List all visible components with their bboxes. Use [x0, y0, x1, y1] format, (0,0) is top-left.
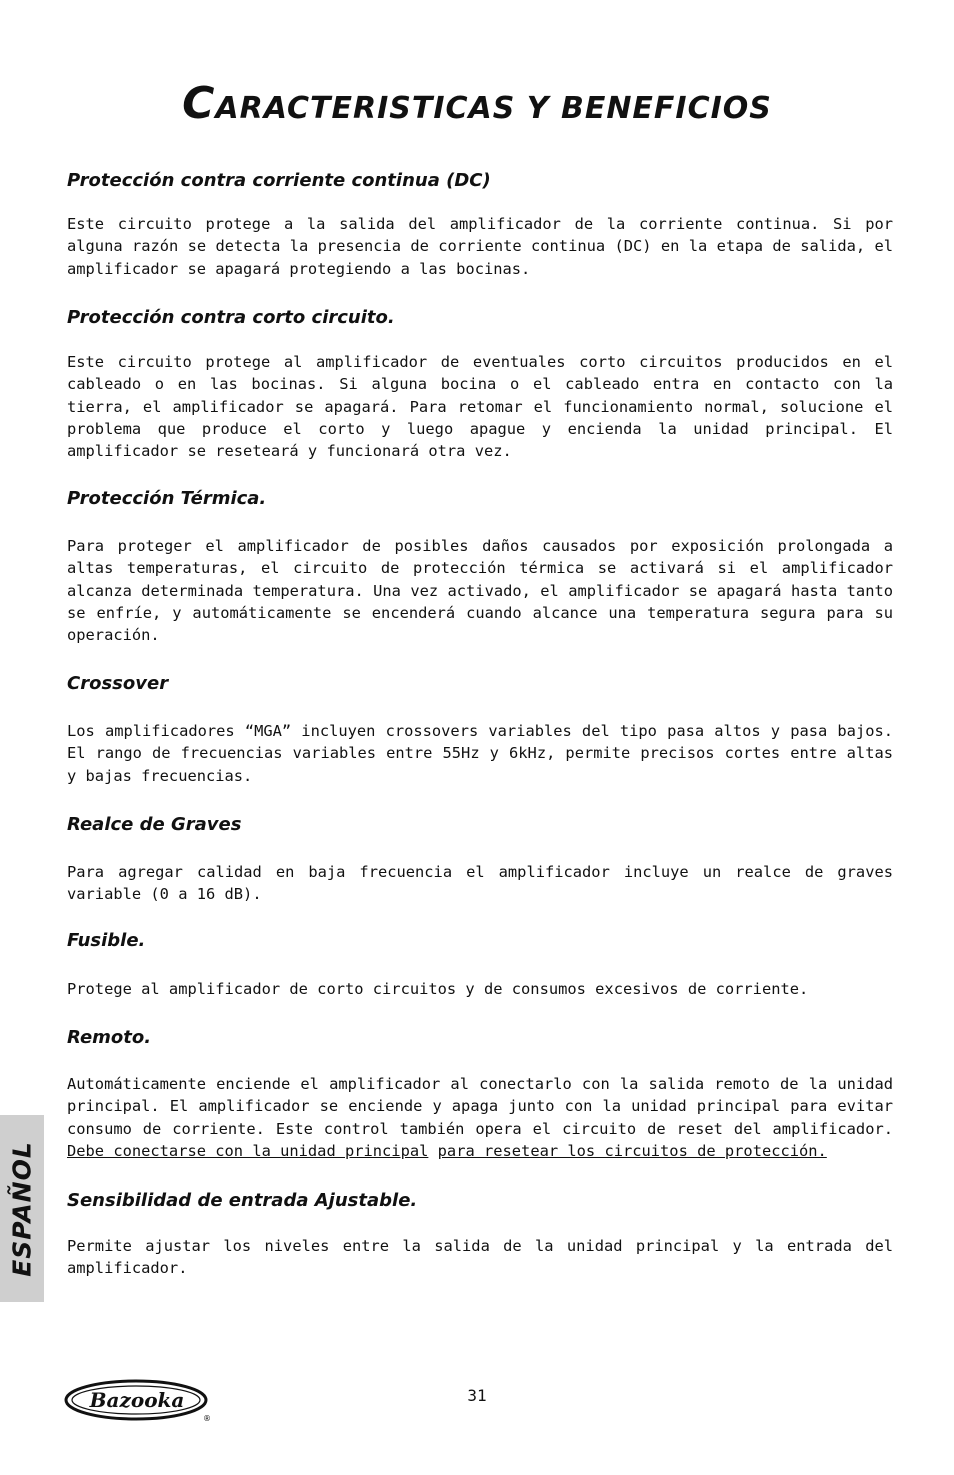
- paragraph-thermal: Para proteger el amplificador de posibles daños causados por exposición prolongada a altas temperaturas, el circuito de protección térmica se activará si el amplificador alcanza determinada temperatura. Una vez activado, el amplificador se apagará hasta tanto se enfríe, y automáticamente se encenderá cuando alcance una temperatura segura para su operación.: [67, 537, 893, 645]
- paragraph-dc-protection: Este circuito protege a la salida del amplificador de la corriente continua. Si por alguna razón se detecta la presencia de corriente continua (DC) en la etapa de salida, el amplificador se apagará protegiendo a las bocinas.: [67, 215, 893, 278]
- heading-bass-boost: Realce de Graves: [67, 814, 242, 835]
- heading-crossover: Crossover: [67, 673, 169, 694]
- remote-underline-1: Debe conectarse con la unidad principal: [67, 1141, 429, 1160]
- paragraph-short-circuit: Este circuito protege al amplificador de eventuales corto circuitos producidos en el cableado o en las bocinas. Si alguna bocina o el cableado entra en contacto con la tierra, el amplificador se apagará. Para retomar el funcionamiento normal, solucione el problema que produce el corto y luego apague y encienda la unidad principal. El amplificador se reseteará y funcionará otra vez.: [67, 353, 893, 461]
- paragraph-bass-boost: Para agregar calidad en baja frecuencia el amplificador incluye un realce de graves variable (0 a 16 dB).: [67, 863, 893, 904]
- heading-fuse: Fusible.: [67, 930, 146, 951]
- paragraph-input-sensitivity: Permite ajustar los niveles entre la salida de la unidad principal y la entrada del amplificador.: [67, 1237, 893, 1278]
- heading-short-circuit: Protección contra corto circuito.: [67, 307, 395, 328]
- language-label: ESPAÑOL: [7, 1140, 37, 1277]
- title-rest: ARACTERISTICAS Y BENEFICIOS: [215, 91, 772, 127]
- heading-remote: Remoto.: [67, 1027, 152, 1048]
- heading-input-sensitivity: Sensibilidad de entrada Ajustable.: [67, 1190, 418, 1211]
- remote-text: Automáticamente enciende el amplificador al conectarlo con la salida remoto de la unidad principal. El amplificador se enciende y apaga junto con la unidad principal para evitar consumo de corriente. Este control también opera el circuito de reset del amplificador.: [67, 1075, 893, 1138]
- page-title: [0, 78, 954, 129]
- title-initial: C: [182, 78, 216, 130]
- paragraph-fuse: Protege al amplificador de corto circuitos y de consumos excesivos de corriente.: [67, 980, 809, 998]
- heading-dc-protection: Protección contra corriente continua (DC): [67, 170, 491, 191]
- remote-underline-2: para resetear los circuitos de protección.: [437, 1141, 827, 1160]
- language-side-tab: [0, 1115, 44, 1302]
- logo-text: Bazooka: [89, 1388, 185, 1412]
- registered-mark: ®: [203, 1414, 211, 1423]
- paragraph-remote: [67, 1073, 893, 1162]
- heading-thermal: Protección Térmica.: [67, 488, 267, 509]
- paragraph-crossover: Los amplificadores “MGA” incluyen crossovers variables del tipo pasa altos y pasa bajos. El rango de frecuencias variables entre 55Hz y 6kHz, permite precisos cortes entre altas y bajas frecuencias.: [67, 722, 893, 785]
- page-number: 31: [467, 1386, 487, 1405]
